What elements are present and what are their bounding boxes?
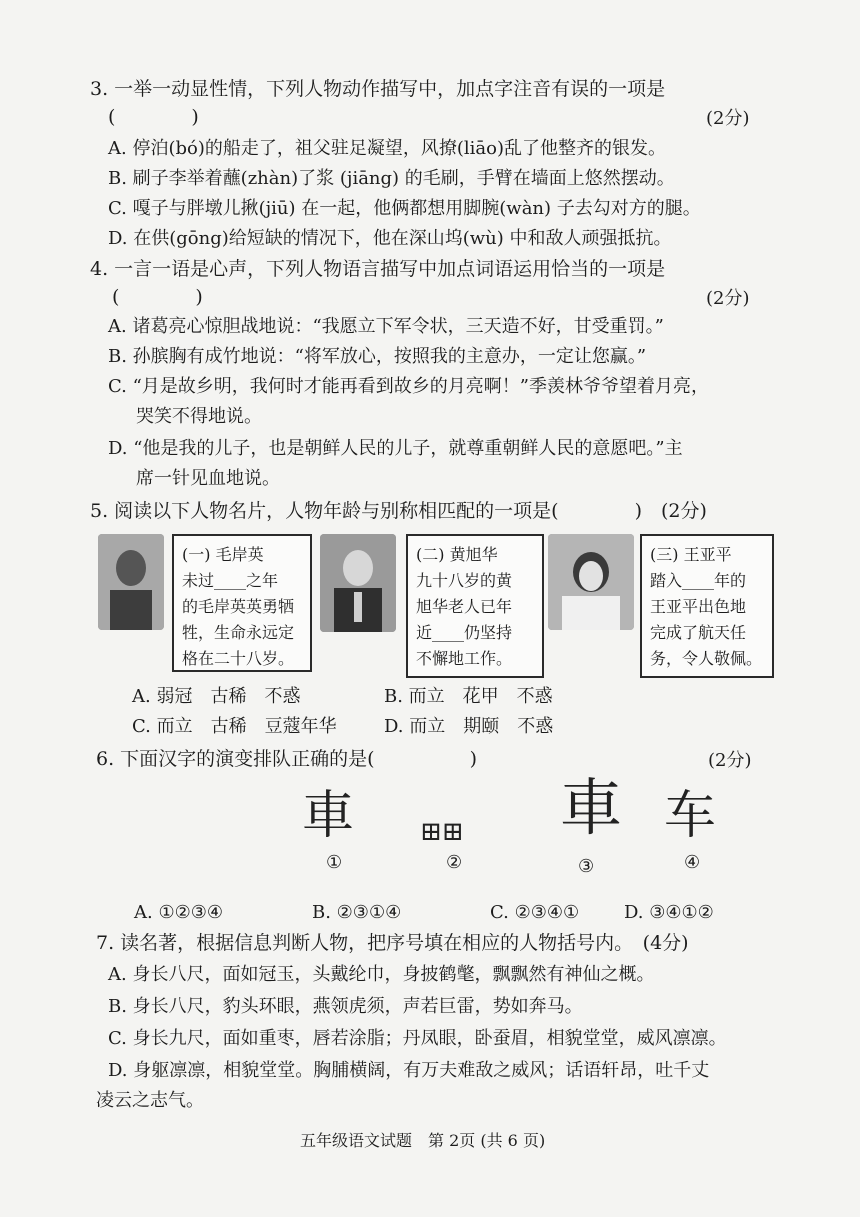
glyph-3-number: ③	[578, 856, 595, 877]
q7-option-d: D. 身躯凛凛，相貌堂堂。胸脯横阔，有万夫难敌之威风；话语轩昂，吐千丈	[108, 1060, 710, 1081]
glyph-3-char: 車	[560, 771, 623, 844]
q6-score: (2分)	[708, 750, 752, 771]
q7-option-c: C. 身长九尺，面如重枣，唇若涂脂；丹凤眼，卧蚕眉，相貌堂堂，威风凛凛。	[108, 1028, 727, 1049]
glyph-2-char: ⊞⊞	[420, 817, 464, 847]
portrait-huang-xuhua	[320, 534, 396, 632]
q3-option-c: C. 嘎子与胖墩儿揪(jiū) 在一起，他俩都想用脚腕(wàn) 子去勾对方的腿。	[108, 198, 701, 219]
portrait-mao-anying	[98, 534, 164, 630]
q4-option-c: C. “月是故乡明，我何时才能再看到故乡的月亮啊！”季羡林爷爷望着月亮，	[108, 376, 709, 397]
glyph-1-number: ①	[326, 852, 343, 873]
q5-option-d: D. 而立 期颐 不惑	[384, 716, 554, 737]
q3-score: (2分)	[706, 108, 750, 129]
q7-option-d-cont: 凌云之志气。	[96, 1090, 204, 1111]
q4-option-a: A. 诸葛亮心惊胆战地说：“我愿立下军令状，三天造不好，甘受重罚。”	[108, 316, 664, 337]
q5-stem: 5. 阅读以下人物名片，人物年龄与别称相匹配的一项是( ) (2分)	[90, 500, 707, 522]
q4-option-b: B. 孙膑胸有成竹地说：“将军放心，按照我的主意办，一定让您赢。”	[108, 346, 647, 367]
q5-option-a: A. 弱冠 古稀 不惑	[132, 686, 301, 707]
q3-option-b: B. 刷子李举着蘸(zhàn)了浆 (jiāng) 的毛刷，手臂在墙面上悠然摆动。	[108, 168, 675, 189]
q6-stem: 6. 下面汉字的演变排队正确的是( )	[96, 748, 477, 770]
q4-answer-paren[interactable]: ( )	[112, 286, 203, 308]
q3-answer-paren[interactable]: ( )	[108, 106, 199, 128]
glyph-4-number: ④	[684, 852, 701, 873]
name-card-1: (一) 毛岸英 未过____之年 的毛岸英英勇牺 牲，生命永远定 格在二十八岁。	[172, 534, 312, 672]
q7-stem: 7. 读名著，根据信息判断人物，把序号填在相应的人物括号内。 (4分)	[96, 932, 689, 954]
q4-option-d-cont: 席一针见血地说。	[136, 468, 280, 489]
q3-stem: 3. 一举一动显性情，下列人物动作描写中，加点字注音有误的一项是	[90, 78, 666, 100]
q6-option-b: B. ②③①④	[312, 902, 402, 923]
name-card-2: (二) 黄旭华 九十八岁的黄 旭华老人已年 近____仍坚持 不懈地工作。	[406, 534, 544, 678]
glyph-2-number: ②	[446, 852, 463, 873]
q7-option-a: A. 身长八尺，面如冠玉，头戴纶巾，身披鹤氅，飘飘然有神仙之概。	[108, 964, 655, 985]
glyph-1-char: 車	[302, 786, 355, 846]
q6-option-d: D. ③④①②	[624, 902, 714, 923]
q5-option-b: B. 而立 花甲 不惑	[384, 686, 553, 707]
q7-option-b: B. 身长八尺，豹头环眼，燕领虎须，声若巨雷，势如奔马。	[108, 996, 583, 1017]
q4-score: (2分)	[706, 288, 750, 309]
q4-option-d: D. “他是我的儿子，也是朝鲜人民的儿子，就尊重朝鲜人民的意愿吧。”主	[108, 438, 683, 459]
portrait-wang-yaping	[548, 534, 634, 630]
q4-option-c-cont: 哭笑不得地说。	[136, 406, 262, 427]
glyph-4-char: 车	[664, 786, 717, 846]
q5-option-c: C. 而立 古稀 豆蔻年华	[132, 716, 337, 737]
q3-option-a: A. 停泊(bó)的船走了，祖父驻足凝望，风撩(liāo)乱了他整齐的银发。	[108, 138, 666, 159]
page-footer: 五年级语文试题 第 2页 (共 6 页)	[300, 1131, 546, 1150]
q6-option-c: C. ②③④①	[490, 902, 580, 923]
q6-option-a: A. ①②③④	[134, 902, 223, 923]
q3-option-d: D. 在供(gōng)给短缺的情况下，他在深山坞(wù) 中和敌人顽强抵抗。	[108, 228, 672, 249]
q4-stem: 4. 一言一语是心声，下列人物语言描写中加点词语运用恰当的一项是	[90, 258, 666, 280]
name-card-3: (三) 王亚平 踏入____年的 王亚平出色地 完成了航天任 务，令人敬佩。	[640, 534, 774, 678]
